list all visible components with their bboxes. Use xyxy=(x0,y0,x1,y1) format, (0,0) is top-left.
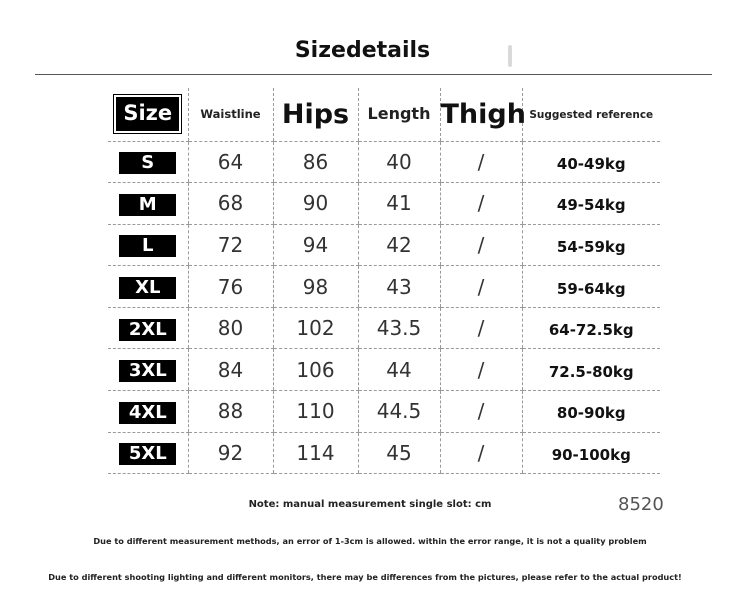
length-cell xyxy=(358,432,440,474)
reference-cell xyxy=(522,307,660,349)
thigh-cell xyxy=(440,224,522,266)
length-cell xyxy=(358,141,440,183)
reference-cell xyxy=(522,141,660,183)
thigh-cell xyxy=(440,183,522,225)
disclaimer-measurement: Due to different measurement methods, an error of 1-3cm is allowed. within the error range, it is not a quality problem xyxy=(93,536,647,546)
length-cell xyxy=(358,391,440,433)
hips-cell xyxy=(273,183,358,225)
size-cell xyxy=(108,183,188,225)
thigh-cell xyxy=(440,307,522,349)
length-cell xyxy=(358,349,440,391)
length-value: 43.5 xyxy=(376,316,422,341)
hips-cell xyxy=(273,224,358,266)
waistline-cell xyxy=(188,349,273,391)
waistline-value: 84 xyxy=(217,357,244,382)
hips-value: 102 xyxy=(296,316,335,341)
size-label: L xyxy=(119,235,176,257)
reference-value: 40-49kg xyxy=(556,154,626,173)
thigh-cell xyxy=(440,432,522,474)
hips-value: 90 xyxy=(302,191,329,216)
thigh-value: / xyxy=(477,232,485,257)
header-waistline xyxy=(188,88,273,141)
size-header-label: Size xyxy=(114,95,181,133)
length-value: 42 xyxy=(386,232,412,257)
thigh-value: / xyxy=(477,274,485,299)
disclaimer-display: Due to different shooting lighting and different monitors, there may be differences from the pictures, please refer to the actual product! xyxy=(48,572,682,582)
size-cell xyxy=(108,224,188,266)
reference-cell xyxy=(522,224,660,266)
table-row xyxy=(108,349,660,391)
length-cell xyxy=(358,224,440,266)
size-label: 4XL xyxy=(119,402,176,424)
reference-value: 54-59kg xyxy=(556,237,626,256)
waistline-value: 76 xyxy=(217,274,244,299)
reference-value: 72.5-80kg xyxy=(548,362,634,381)
table-row xyxy=(108,432,660,474)
thigh-value: / xyxy=(477,357,485,382)
size-cell xyxy=(108,266,188,308)
length-value: 43 xyxy=(386,274,412,299)
size-cell xyxy=(108,391,188,433)
hips-value: 94 xyxy=(302,232,329,257)
waistline-cell xyxy=(188,307,273,349)
size-chart-table xyxy=(108,88,660,474)
size-cell xyxy=(108,307,188,349)
hips-header-label: Hips xyxy=(281,98,350,130)
page-title: Sizedetails xyxy=(294,38,431,63)
header-size xyxy=(108,88,188,141)
thigh-value: / xyxy=(477,399,485,424)
length-cell xyxy=(358,266,440,308)
reference-header-label: Suggested reference xyxy=(529,109,654,122)
size-cell xyxy=(108,349,188,391)
thigh-cell xyxy=(440,349,522,391)
size-cell xyxy=(108,432,188,474)
thigh-value: / xyxy=(477,149,485,174)
hips-value: 86 xyxy=(302,149,329,174)
header-length xyxy=(358,88,440,141)
hips-cell xyxy=(273,141,358,183)
reference-cell xyxy=(522,391,660,433)
hips-cell xyxy=(273,391,358,433)
thigh-value: / xyxy=(477,440,485,465)
thigh-cell xyxy=(440,141,522,183)
reference-cell xyxy=(522,183,660,225)
reference-value: 49-54kg xyxy=(556,196,626,215)
product-code: 8520 xyxy=(618,494,664,515)
length-value: 44 xyxy=(386,357,412,382)
size-label: 5XL xyxy=(119,443,176,465)
waistline-cell xyxy=(188,391,273,433)
header-thigh xyxy=(440,88,526,141)
hips-value: 106 xyxy=(296,357,335,382)
length-value: 44.5 xyxy=(376,399,422,424)
size-label: 2XL xyxy=(119,319,176,341)
size-cell xyxy=(108,141,188,183)
length-cell xyxy=(358,307,440,349)
reference-value: 59-64kg xyxy=(556,279,626,298)
length-header-label: Length xyxy=(367,104,431,124)
waistline-value: 80 xyxy=(217,316,244,341)
waistline-cell xyxy=(188,266,273,308)
hips-cell xyxy=(273,432,358,474)
hips-value: 98 xyxy=(302,274,329,299)
thigh-value: / xyxy=(477,191,485,216)
size-label: S xyxy=(119,152,176,174)
reference-value: 80-90kg xyxy=(556,404,626,423)
thigh-cell xyxy=(440,391,522,433)
header-reference xyxy=(522,88,660,141)
hips-value: 114 xyxy=(296,440,335,465)
reference-cell xyxy=(522,349,660,391)
title-decoration xyxy=(508,45,512,67)
waistline-cell xyxy=(188,432,273,474)
waistline-cell xyxy=(188,183,273,225)
waistline-value: 68 xyxy=(217,191,244,216)
length-value: 40 xyxy=(386,149,412,174)
size-label: M xyxy=(119,194,176,216)
table-header-row xyxy=(108,88,660,141)
hips-cell xyxy=(273,266,358,308)
length-value: 41 xyxy=(386,191,412,216)
title-divider xyxy=(35,74,712,75)
waistline-value: 88 xyxy=(217,399,244,424)
thigh-cell xyxy=(440,266,522,308)
table-row xyxy=(108,266,660,308)
measurement-note: Note: manual measurement single slot: cm xyxy=(248,499,492,510)
table-row xyxy=(108,391,660,433)
reference-cell xyxy=(522,432,660,474)
hips-cell xyxy=(273,307,358,349)
reference-value: 64-72.5kg xyxy=(548,321,634,340)
size-label: XL xyxy=(119,277,176,299)
table-row xyxy=(108,183,660,225)
waistline-cell xyxy=(188,141,273,183)
waistline-value: 92 xyxy=(217,440,244,465)
waistline-cell xyxy=(188,224,273,266)
table-row xyxy=(108,224,660,266)
hips-cell xyxy=(273,349,358,391)
reference-cell xyxy=(522,266,660,308)
table-row xyxy=(108,141,660,183)
length-cell xyxy=(358,183,440,225)
hips-value: 110 xyxy=(296,399,335,424)
waistline-header-label: Waistline xyxy=(200,107,261,122)
size-label: 3XL xyxy=(119,360,176,382)
length-value: 45 xyxy=(386,440,412,465)
thigh-header-label: Thigh xyxy=(440,98,526,130)
waistline-value: 72 xyxy=(217,232,244,257)
table-row xyxy=(108,307,660,349)
header-hips xyxy=(273,88,358,141)
thigh-value: / xyxy=(477,316,485,341)
waistline-value: 64 xyxy=(217,149,244,174)
reference-value: 90-100kg xyxy=(551,445,631,464)
